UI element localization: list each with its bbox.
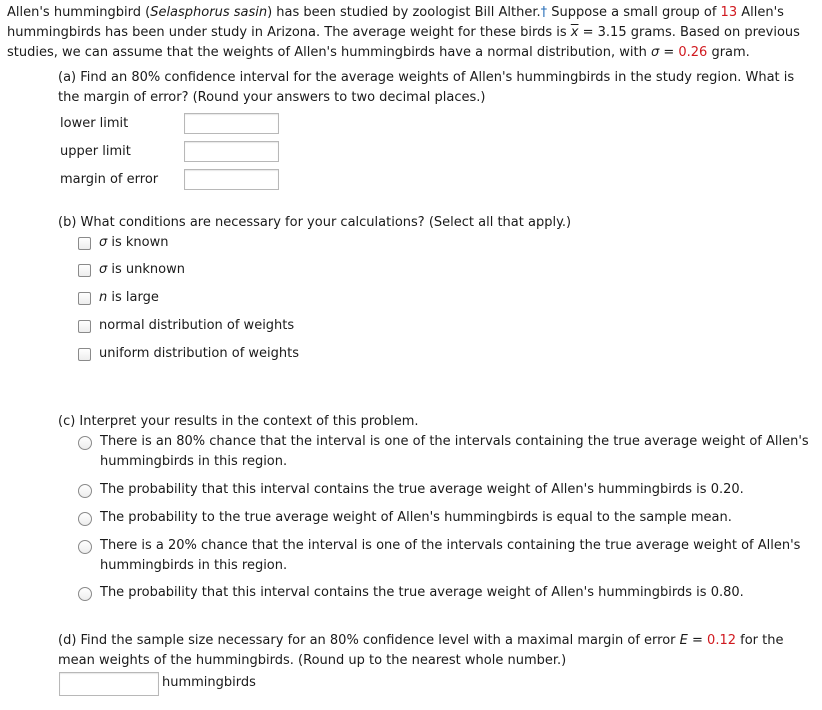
lower-limit-row [58,112,279,134]
lower-limit-input[interactable] [184,113,279,134]
radio-option[interactable]: There is an 80% chance that the interval is one of the intervals containing the true average weight of Allen's hummingbirds in this region. [78,432,815,472]
margin-e-value: 0.12 [707,633,736,648]
species-name: Selasphorus sasin [150,5,268,20]
part-b-question: (b) What conditions are necessary for your calculations? (Select all that apply.) [58,215,572,230]
part-d-question: (d) Find the sample size necessary for an 80% confidence level with a maximal margin of error E = 0.12 for the mean weights of the hummingbirds. (Round up to the nearest whole number.) [58,633,784,668]
checkbox-option[interactable]: uniform distribution of weights [78,344,814,364]
radio-button[interactable] [78,484,92,498]
margin-of-error-input[interactable] [184,169,279,190]
checkbox-option[interactable]: n is large [78,288,814,308]
sample-size-input[interactable] [59,672,159,696]
radio-button[interactable] [78,512,92,526]
checkbox-option[interactable]: σ is known [78,233,814,253]
sample-size-value: 13 [720,5,738,20]
hummingbirds-unit-label: hummingbirds [162,675,256,690]
xbar-symbol: $\overline{x}$ [570,25,579,40]
checkbox[interactable] [78,348,91,361]
part-c-question: (c) Interpret your results in the context of this problem. [58,414,419,429]
part-a-question: (a) Find an 80% confidence interval for the average weights of Allen's hummingbirds in the study region. What is the margin of error? (Round your answers to two decimal places.) [58,70,795,105]
lower-limit-label: lower limit [60,115,129,131]
checkbox[interactable] [78,237,91,250]
checkbox-option[interactable]: normal distribution of weights [78,316,814,336]
margin-of-error-row [58,168,279,190]
sigma-symbol: σ [650,45,660,60]
radio-button[interactable] [78,540,92,554]
radio-button[interactable] [78,587,92,601]
radio-option[interactable]: The probability to the true average weight of Allen's hummingbirds is equal to the sample mean. [78,508,815,528]
checkbox[interactable] [78,264,91,277]
upper-limit-label: upper limit [60,143,131,159]
radio-button[interactable] [78,436,92,450]
radio-option[interactable]: There is a 20% chance that the interval is one of the intervals containing the true average weight of Allen's hummingbirds in this region. [78,536,815,576]
checkbox[interactable] [78,292,91,305]
problem-intro: Allen's hummingbird (Selasphorus sasin) has been studied by zoologist Bill Alther.† Suppose a small group of 13 Allen's hummingbirds has been under study in Arizona. The average weight for these birds is $\overline{x} = 3.15$ grams. Based on previous studies, we can assume that the weights of Allen's hummingbirds have a normal distribution, with σ = 0.26 gram. [7,5,800,60]
footnote-dagger[interactable]: † [540,5,548,20]
radio-option[interactable]: The probability that this interval contains the true average weight of Allen's hummingbirds is 0.20. [78,480,815,500]
upper-limit-input[interactable] [184,141,279,162]
upper-limit-row [58,140,279,162]
sigma-value: 0.26 [678,45,708,60]
margin-of-error-label: margin of error [60,171,159,187]
checkbox[interactable] [78,320,91,333]
checkbox-option[interactable]: σ is unknown [78,260,814,280]
radio-option[interactable]: The probability that this interval contains the true average weight of Allen's hummingbirds is 0.80. [78,583,815,603]
e-symbol: E [679,633,688,648]
